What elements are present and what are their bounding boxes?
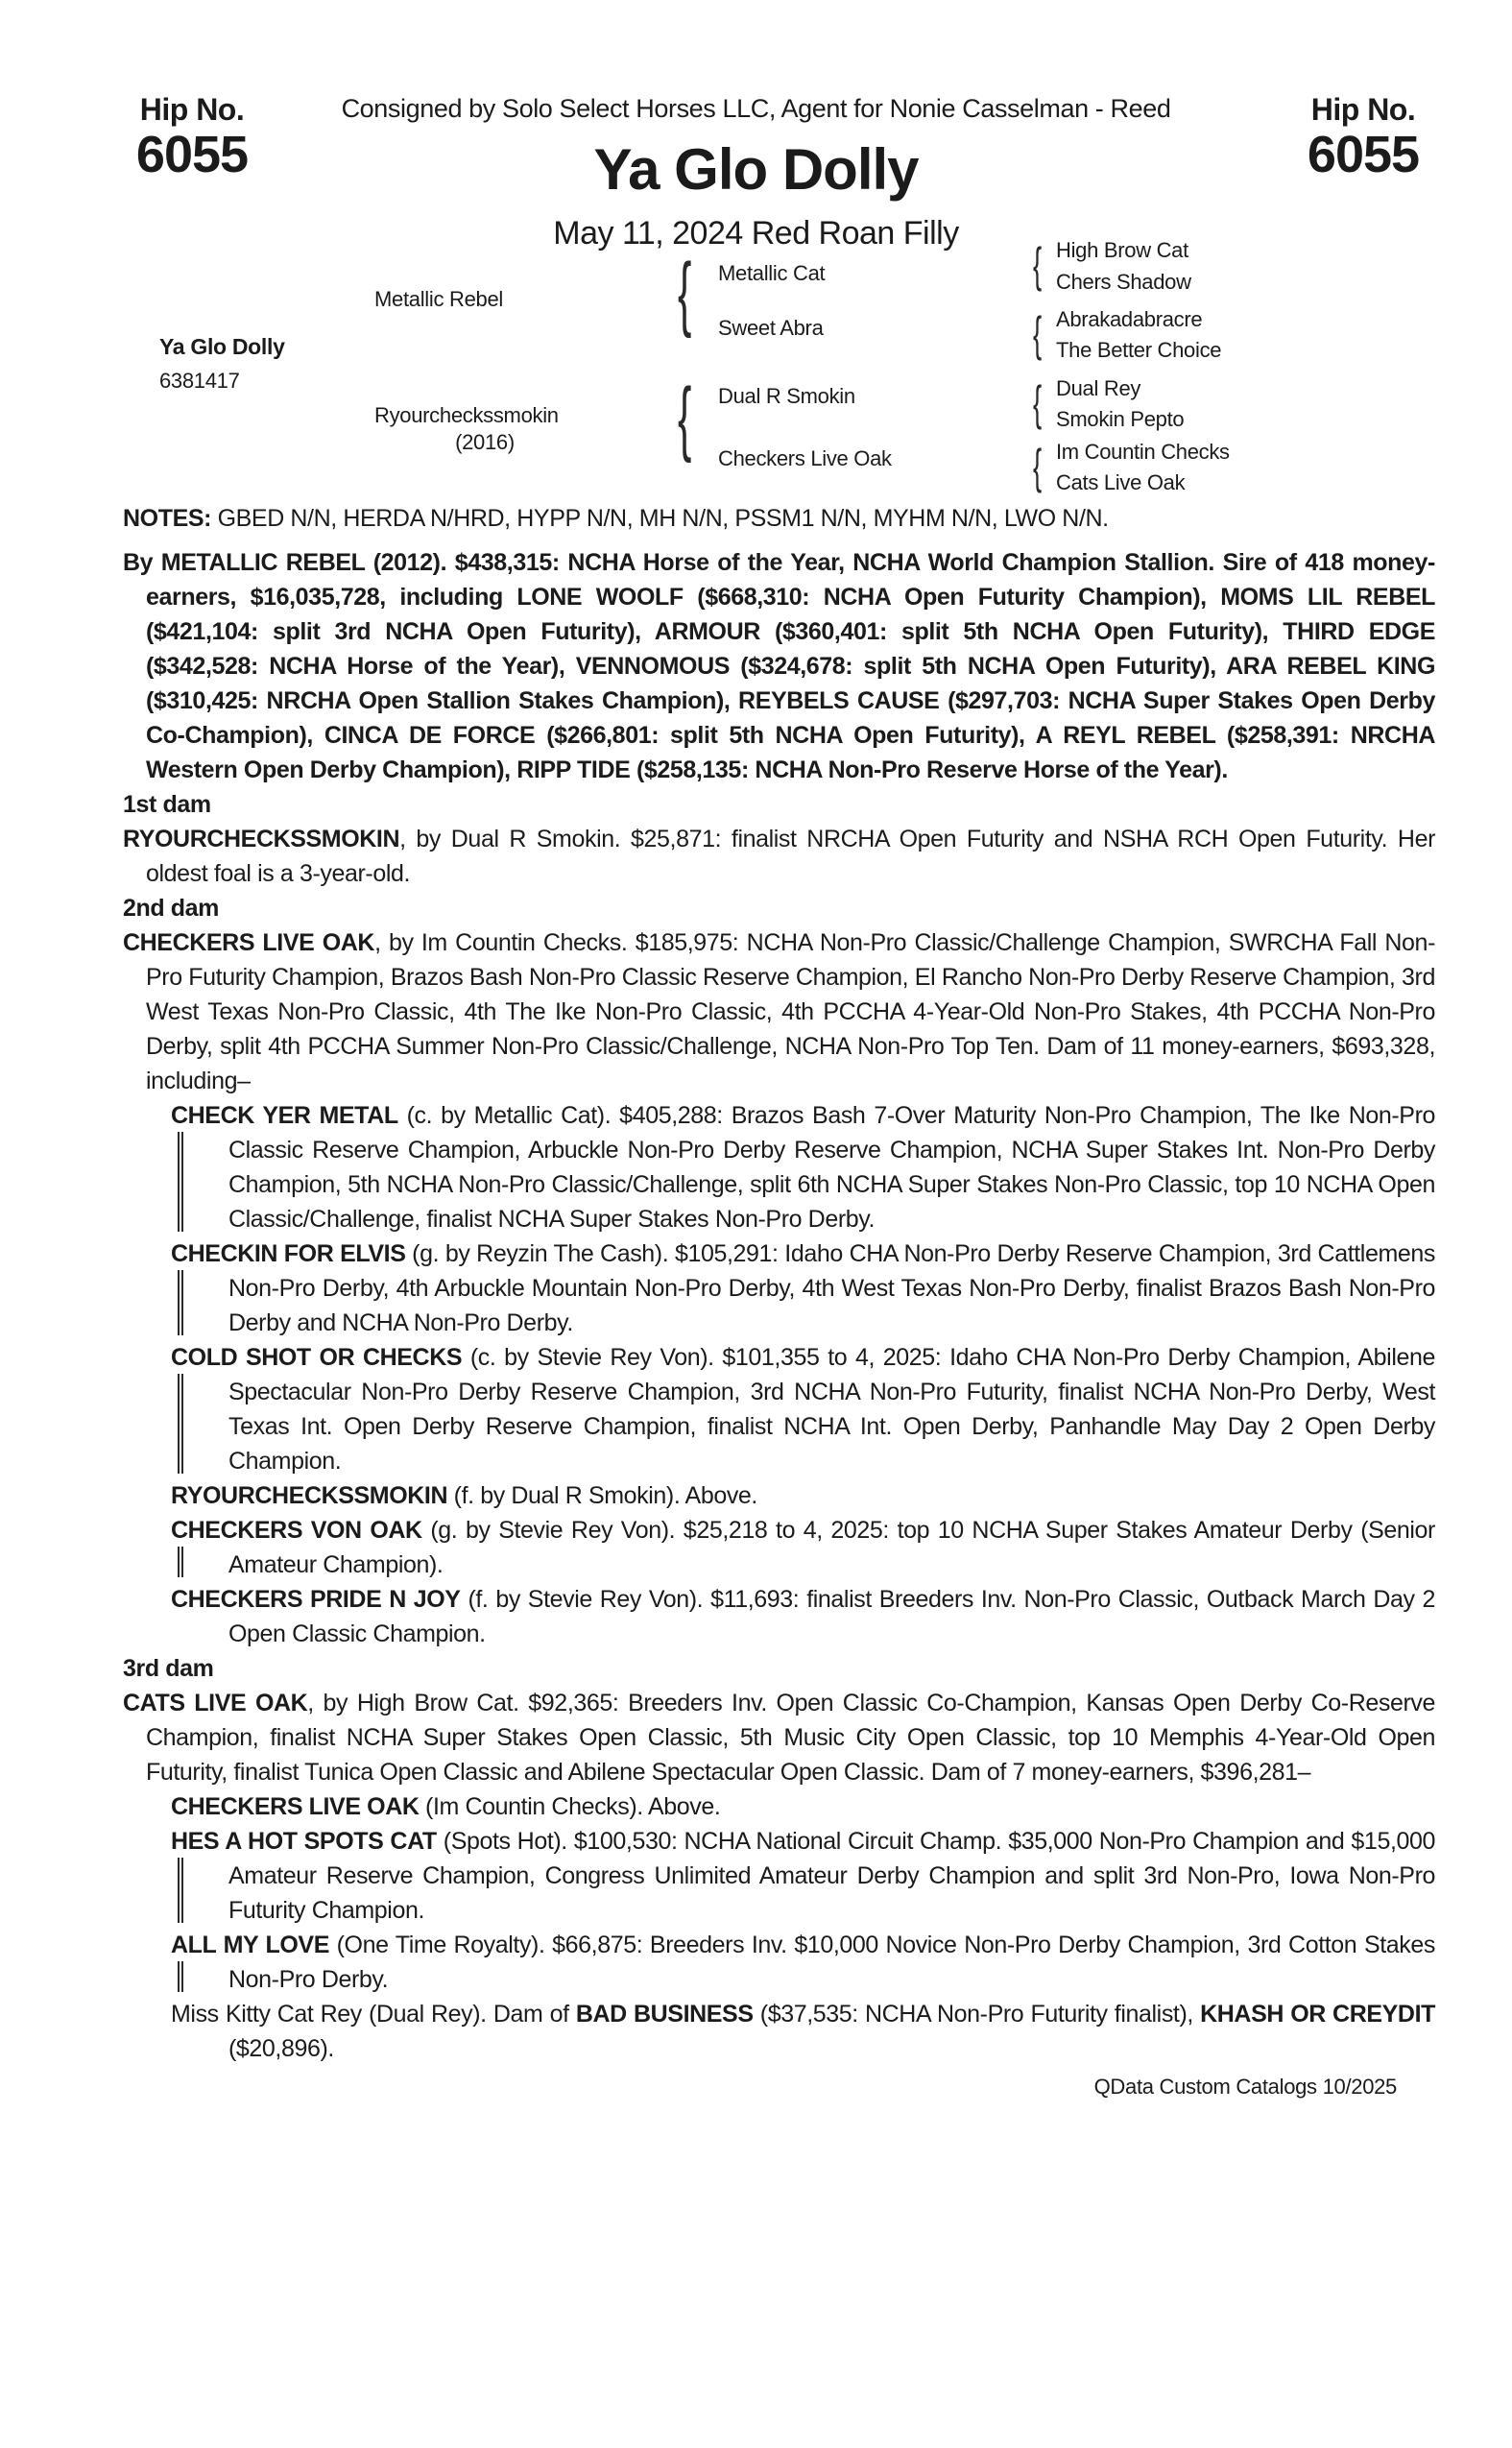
produce-entry (123, 1789, 1435, 1824)
produce-entry (123, 1098, 1435, 1236)
hip-label: Hip No. (1310, 92, 1416, 127)
pedigree-great-grandparent: Chers Shadow (1056, 270, 1191, 294)
pedigree-great-grandparent: Cats Live Oak (1056, 470, 1186, 494)
produce-name: CHECKIN FOR ELVIS (171, 1240, 406, 1267)
dam-paragraph-2 (123, 925, 1435, 1098)
brace-icon: { (1033, 307, 1043, 361)
horse-name-title: Ya Glo Dolly (593, 137, 919, 202)
brace-icon: { (678, 247, 692, 339)
produce-record: Miss Kitty Cat Rey (Dual Rey). Dam of (171, 2001, 576, 2028)
pedigree-paternal-grandsire: Metallic Cat (718, 261, 826, 285)
produce-record: (c. by Metallic Cat). $405,288: Brazos Bash 7-Over Maturity Non-Pro Champion, The Ike Non-Pro Classic Reserve Champion, Arbuckle Non-Pro Derby Reserve Champion, NCHA Super Stakes Int. Non-Pro Derby Champion, 5th NCHA Non-Pro Classic/Challenge, split 6th NCHA Super Stakes Non-Pro Classic, top 10 NCHA Open Classic/Challenge, finalist NCHA Super Stakes Non-Pro Derby. (228, 1102, 1435, 1233)
pedigree-subject-name: Ya Glo Dolly (159, 334, 285, 359)
dam-record: , by High Brow Cat. $92,365: Breeders Inv. Open Classic Co-Champion, Kansas Open Derby Co-Reserve Champion, finalist NCHA Super Stakes Open Classic, 5th Music City Open Classic, top 10 Memphis 4-Year-Old Open Futurity, finalist Tunica Open Classic and Abilene Spectacular Open Classic. Dam of 7 money-earners, $396,281– (146, 1690, 1435, 1786)
dam-paragraph-1 (123, 822, 1435, 891)
produce-name: CHECKERS PRIDE N JOY (171, 1586, 461, 1613)
produce-name: CHECKERS VON OAK (171, 1517, 422, 1544)
pedigree-dam-year: (2016) (455, 430, 515, 454)
pedigree-great-grandparent: The Better Choice (1056, 338, 1222, 362)
produce-entry (123, 1997, 1435, 2066)
produce-name: RYOURCHECKSSMOKIN (171, 1482, 448, 1509)
hip-number: 6055 (135, 126, 249, 183)
sire-summary-paragraph: By METALLIC REBEL (2012). $438,315: NCHA Horse of the Year, NCHA World Champion Stallion. Sire of 418 money-earners, $16,035,728, including LONE WOOLF ($668,310: NCHA Open Futurity Champion), MOMS LIL REBEL ($421,104: split 3rd NCHA Open Futurity), ARMOUR ($360,401: split 5th NCHA Open Futurity), THIRD EDGE ($342,528: NCHA Horse of the Year), VENNOMOUS ($324,678: split 5th NCHA Open Futurity), ARA REBEL KING ($310,425: NRCHA Open Stallion Stakes Champion), REYBELS CAUSE ($297,703: NCHA Super Stakes Open Derby Co-Champion), CINCA DE FORCE ($266,801: split 5th NCHA Open Futurity), A REYL REBEL ($258,391: NRCHA Western Open Derby Champion), RIPP TIDE ($258,135: NCHA Non-Pro Reserve Horse of the Year). (123, 549, 1435, 783)
produce-name: BAD BUSINESS (575, 2001, 754, 2028)
pedigree-great-grandparent: Smokin Pepto (1056, 407, 1185, 431)
produce-entry (123, 1928, 1435, 1997)
consignor-line: Consigned by Solo Select Horses LLC, Agent for Nonie Casselman - Reed (341, 94, 1171, 123)
produce-name: ALL MY LOVE (171, 1932, 329, 1958)
produce-record: (One Time Royalty). $66,875: Breeders Inv. $10,000 Novice Non-Pro Derby Champion, 3rd Cotton Stakes Non-Pro Derby. (228, 1932, 1435, 1993)
pedigree-sire-name: Metallic Rebel (374, 287, 503, 311)
brace-icon: { (1033, 440, 1043, 493)
dam-name: CHECKERS LIVE OAK (123, 929, 375, 956)
dam-name: RYOURCHECKSSMOKIN (123, 826, 400, 852)
pedigree-great-grandparent: Im Countin Checks (1056, 440, 1230, 464)
dam-heading-2: 2nd dam (123, 895, 219, 922)
hip-number: 6055 (1307, 126, 1420, 183)
produce-entry (123, 1582, 1435, 1651)
catalog-credit: QData Custom Catalogs 10/2025 (1093, 2075, 1397, 2099)
produce-record: (f. by Dual R Smokin). Above. (447, 1482, 757, 1509)
pedigree-great-grandparent: High Brow Cat (1056, 238, 1188, 262)
dam-heading-3: 3rd dam (123, 1655, 214, 1682)
dam-record: , by Dual R Smokin. $25,871: finalist NRCHA Open Futurity and NSHA RCH Open Futurity. Her oldest foal is a 3-year-old. (146, 826, 1435, 887)
produce-name: HES A HOT SPOTS CAT (171, 1828, 437, 1855)
produce-record: (f. by Stevie Rey Von). $11,693: finalist Breeders Inv. Non-Pro Classic, Outback March Day 2 Open Classic Champion. (228, 1586, 1435, 1647)
hip-label: Hip No. (139, 92, 245, 127)
produce-entry (123, 1824, 1435, 1928)
produce-name: KHASH OR CREYDIT (1200, 2001, 1435, 2028)
produce-entry (123, 1513, 1435, 1582)
pedigree-paternal-granddam: Sweet Abra (718, 316, 824, 340)
dam-record: , by Im Countin Checks. $185,975: NCHA Non-Pro Classic/Challenge Champion, SWRCHA Fall Non-Pro Futurity Champion, Brazos Bash Non-Pro Classic Reserve Champion, El Rancho Non-Pro Derby Reserve Champion, 3rd West Texas Non-Pro Classic, 4th The Ike Non-Pro Classic, 4th PCCHA 4-Year-Old Non-Pro Stakes, 4th PCCHA Non-Pro Derby, split 4th PCCHA Summer Non-Pro Classic/Challenge, NCHA Non-Pro Top Ten. Dam of 11 money-earners, $693,328, including– (146, 929, 1435, 1094)
produce-entry (123, 1236, 1435, 1340)
pedigree-dam-name: Ryourcheckssmokin (374, 403, 559, 427)
produce-record: (c. by Stevie Rey Von). $101,355 to 4, 2025: Idaho CHA Non-Pro Derby Champion, Abilene Spectacular Non-Pro Derby Reserve Champion, 3rd NCHA Non-Pro Futurity, finalist NCHA Non-Pro Derby, West Texas Int. Open Derby Reserve Champion, finalist NCHA Int. Open Derby, Panhandle May Day 2 Open Derby Champion. (228, 1344, 1435, 1475)
pedigree-maternal-granddam: Checkers Live Oak (718, 446, 892, 470)
notes-line (123, 501, 1435, 536)
catalog-body (123, 501, 1435, 2104)
produce-record: (g. by Reyzin The Cash). $105,291: Idaho CHA Non-Pro Derby Reserve Champion, 3rd Cattlemens Non-Pro Derby, 4th Arbuckle Mountain Non-Pro Derby, 4th West Texas Non-Pro Derby, finalist Brazos Bash Non-Pro Derby and NCHA Non-Pro Derby. (228, 1240, 1435, 1336)
dam-heading-1: 1st dam (123, 791, 211, 818)
produce-name: CHECK YER METAL (171, 1102, 398, 1129)
produce-record: (Im Countin Checks). Above. (419, 1793, 721, 1820)
pedigree-maternal-grandsire: Dual R Smokin (718, 384, 855, 408)
pedigree-subject-reg: 6381417 (159, 369, 240, 393)
produce-entry (123, 1478, 1435, 1513)
foal-info: May 11, 2024 Red Roan Filly (553, 215, 959, 252)
dam-paragraph-3 (123, 1686, 1435, 1789)
brace-icon: { (1033, 376, 1043, 430)
produce-name: CHECKERS LIVE OAK (171, 1793, 420, 1820)
notes-text: GBED N/N, HERDA N/HRD, HYPP N/N, MH N/N, PSSM1 N/N, MYHM N/N, LWO N/N. (211, 505, 1109, 532)
brace-icon: { (1033, 238, 1043, 292)
produce-name: COLD SHOT OR CHECKS (171, 1344, 463, 1371)
pedigree-chart (0, 0, 1512, 538)
dam-name: CATS LIVE OAK (123, 1690, 308, 1716)
produce-record: ($37,535: NCHA Non-Pro Futurity finalist), (753, 2001, 1201, 2028)
produce-entry (123, 1340, 1435, 1478)
produce-record: (g. by Stevie Rey Von). $25,218 to 4, 2025: top 10 NCHA Super Stakes Amateur Derby (Senior Amateur Champion). (228, 1517, 1435, 1578)
pedigree-great-grandparent: Dual Rey (1056, 376, 1141, 400)
produce-record: (Spots Hot). $100,530: NCHA National Circuit Champ. $35,000 Non-Pro Champion and $15,000 Amateur Reserve Champion, Congress Unlimited Amateur Derby Champion and split 3rd Non-Pro, Iowa Non-Pro Futurity Champion. (228, 1828, 1435, 1924)
produce-record: ($20,896). (228, 2035, 334, 2062)
brace-icon: { (678, 372, 692, 464)
notes-label: NOTES: (123, 505, 212, 532)
pedigree-great-grandparent: Abrakadabracre (1056, 307, 1203, 331)
